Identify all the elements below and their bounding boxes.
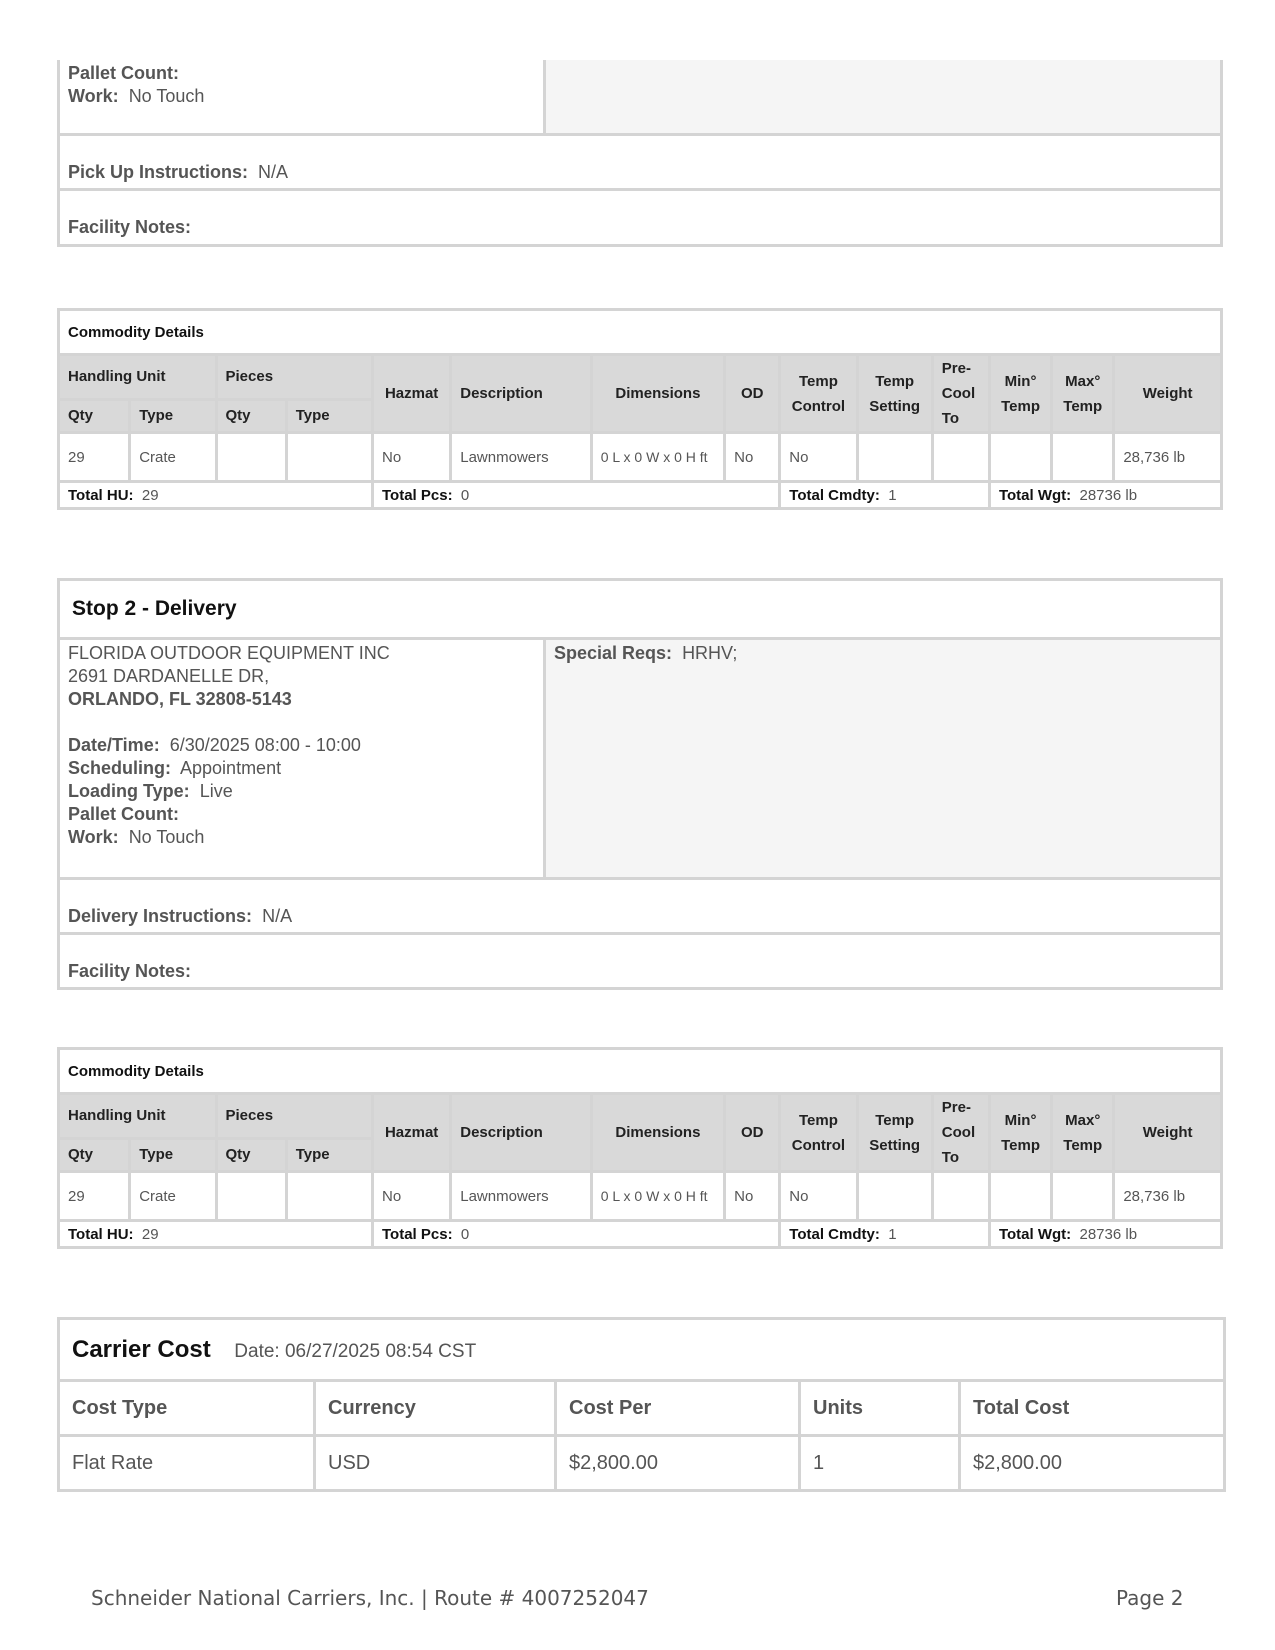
commodity-title: Commodity Details xyxy=(59,310,1222,355)
min-temp xyxy=(989,1172,1051,1221)
facility-notes-label: Facility Notes: xyxy=(68,217,192,237)
hazmat: No xyxy=(373,433,451,482)
col-pieces: Pieces xyxy=(216,355,373,400)
col-temp-setting: Temp Setting xyxy=(857,355,932,433)
carrier-cost-date: Date: 06/27/2025 08:54 CST xyxy=(234,1340,477,1362)
total-cmdty: Total Cmdty: 1 xyxy=(780,1221,990,1248)
units: 1 xyxy=(800,1436,960,1491)
facility-notes-label: Facility Notes: xyxy=(68,961,192,981)
stop2-right-panel xyxy=(543,640,1220,877)
pre-cool-to xyxy=(932,1172,989,1221)
temp-control: No xyxy=(780,1172,857,1221)
page-number: Page 2 xyxy=(1116,1586,1184,1610)
total-cost: $2,800.00 xyxy=(960,1436,1225,1491)
stop2-box xyxy=(57,578,1223,990)
commodity-table-2 xyxy=(57,1047,1223,1249)
col-min-temp: Min° Temp xyxy=(989,1094,1051,1172)
col-description: Description xyxy=(451,1094,591,1172)
table-row xyxy=(59,433,1222,482)
hu-qty: 29 xyxy=(59,433,130,482)
total-pcs: Total Pcs: 0 xyxy=(373,1221,780,1248)
col-temp-control: Temp Control xyxy=(780,355,857,433)
hu-type: Crate xyxy=(130,1172,216,1221)
col-max-temp: Max° Temp xyxy=(1052,355,1114,433)
col-max-temp: Max° Temp xyxy=(1052,1094,1114,1172)
currency: USD xyxy=(315,1436,556,1491)
stop2-facility-notes xyxy=(68,960,1168,983)
carrier-cost-title: Carrier Cost xyxy=(72,1335,211,1363)
col-temp-setting: Temp Setting xyxy=(857,1094,932,1172)
col-pre-cool-to: Pre-Cool To xyxy=(932,1094,989,1172)
city-state-zip: ORLANDO, FL 32808-5143 xyxy=(68,689,292,709)
col-hazmat: Hazmat xyxy=(373,1094,451,1172)
col-currency: Currency xyxy=(315,1381,556,1436)
total-pcs: Total Pcs: 0 xyxy=(373,482,780,509)
col-hu-qty: Qty xyxy=(59,399,130,432)
pcs-qty xyxy=(216,1172,286,1221)
pcs-type xyxy=(286,1172,372,1221)
max-temp xyxy=(1052,433,1114,482)
stop1-info-box xyxy=(57,60,1223,247)
col-handling-unit: Handling Unit xyxy=(59,1094,217,1139)
scheduling-label: Scheduling: xyxy=(68,758,171,778)
hu-qty: 29 xyxy=(59,1172,130,1221)
datetime-value: 6/30/2025 08:00 - 10:00 xyxy=(169,735,361,755)
col-pcs-qty: Qty xyxy=(216,399,286,432)
col-min-temp: Min° Temp xyxy=(989,355,1051,433)
carrier-cost-table xyxy=(57,1317,1226,1492)
min-temp xyxy=(989,433,1051,482)
work-label: Work: xyxy=(68,827,119,847)
col-od: OD xyxy=(725,355,780,433)
weight: 28,736 lb xyxy=(1114,433,1222,482)
loading-type-label: Loading Type: xyxy=(68,781,190,801)
stop2-address xyxy=(68,642,528,849)
total-hu: Total HU: 29 xyxy=(59,1221,373,1248)
company-name: FLORIDA OUTDOOR EQUIPMENT INC xyxy=(68,643,390,663)
pcs-qty xyxy=(216,433,286,482)
weight: 28,736 lb xyxy=(1114,1172,1222,1221)
temp-setting xyxy=(857,433,932,482)
pickup-instructions-value: N/A xyxy=(258,162,289,182)
pallet-count-label: Pallet Count: xyxy=(68,804,179,824)
col-cost-type: Cost Type xyxy=(59,1381,315,1436)
col-hu-qty: Qty xyxy=(59,1138,130,1171)
table-row xyxy=(59,1436,1225,1491)
cost-per: $2,800.00 xyxy=(556,1436,800,1491)
delivery-instructions xyxy=(68,905,1168,928)
special-reqs-value: HRHV; xyxy=(682,643,738,663)
col-hu-type: Type xyxy=(130,1138,216,1171)
col-weight: Weight xyxy=(1114,1094,1222,1172)
table-row xyxy=(59,1172,1222,1221)
col-hazmat: Hazmat xyxy=(373,355,451,433)
col-dimensions: Dimensions xyxy=(591,355,724,433)
temp-setting xyxy=(857,1172,932,1221)
col-od: OD xyxy=(725,1094,780,1172)
footer-left: Schneider National Carriers, Inc. | Route # 4007252047 xyxy=(91,1586,649,1610)
delivery-instructions-value: N/A xyxy=(262,906,293,926)
pallet-count-label: Pallet Count: xyxy=(68,63,179,83)
commodity-title: Commodity Details xyxy=(59,1049,1222,1094)
loading-type-value: Live xyxy=(199,781,233,801)
work-label: Work: xyxy=(68,86,119,106)
commodity-table-1 xyxy=(57,308,1223,510)
stop1-facility-notes xyxy=(68,216,1168,239)
work-value: No Touch xyxy=(128,86,205,106)
total-wgt: Total Wgt: 28736 lb xyxy=(989,1221,1221,1248)
description: Lawnmowers xyxy=(451,433,591,482)
pickup-instructions xyxy=(68,161,1168,184)
pcs-type xyxy=(286,433,372,482)
max-temp xyxy=(1052,1172,1114,1221)
col-hu-type: Type xyxy=(130,399,216,432)
total-wgt: Total Wgt: 28736 lb xyxy=(989,482,1221,509)
street-address: 2691 DARDANELLE DR, xyxy=(68,666,270,686)
col-pcs-type: Type xyxy=(286,1138,372,1171)
col-temp-control: Temp Control xyxy=(780,1094,857,1172)
col-pcs-qty: Qty xyxy=(216,1138,286,1171)
datetime-label: Date/Time: xyxy=(68,735,160,755)
total-cmdty: Total Cmdty: 1 xyxy=(780,482,990,509)
col-pieces: Pieces xyxy=(216,1094,373,1139)
total-hu: Total HU: 29 xyxy=(59,482,373,509)
totals-row xyxy=(59,482,1222,509)
dimensions: 0 L x 0 W x 0 H ft xyxy=(591,1172,724,1221)
work-value: No Touch xyxy=(128,827,205,847)
temp-control: No xyxy=(780,433,857,482)
col-pcs-type: Type xyxy=(286,399,372,432)
col-weight: Weight xyxy=(1114,355,1222,433)
dimensions: 0 L x 0 W x 0 H ft xyxy=(591,433,724,482)
col-handling-unit: Handling Unit xyxy=(59,355,217,400)
hazmat: No xyxy=(373,1172,451,1221)
stop2-title: Stop 2 - Delivery xyxy=(72,597,237,620)
stop1-details xyxy=(68,62,528,108)
hu-type: Crate xyxy=(130,433,216,482)
cost-type: Flat Rate xyxy=(59,1436,315,1491)
totals-row xyxy=(59,1221,1222,1248)
col-total-cost: Total Cost xyxy=(960,1381,1225,1436)
col-units: Units xyxy=(800,1381,960,1436)
special-reqs-label: Special Reqs: xyxy=(554,643,673,663)
col-pre-cool-to: Pre-Cool To xyxy=(932,355,989,433)
scheduling-value: Appointment xyxy=(180,758,282,778)
od: No xyxy=(725,433,780,482)
carrier-cost-header xyxy=(59,1319,1225,1381)
description: Lawnmowers xyxy=(451,1172,591,1221)
col-description: Description xyxy=(451,355,591,433)
col-dimensions: Dimensions xyxy=(591,1094,724,1172)
special-reqs xyxy=(554,642,1194,665)
stop1-right-panel xyxy=(543,60,1220,133)
pre-cool-to xyxy=(932,433,989,482)
od: No xyxy=(725,1172,780,1221)
delivery-instructions-label: Delivery Instructions: xyxy=(68,906,253,926)
col-cost-per: Cost Per xyxy=(556,1381,800,1436)
pickup-instructions-label: Pick Up Instructions: xyxy=(68,162,249,182)
